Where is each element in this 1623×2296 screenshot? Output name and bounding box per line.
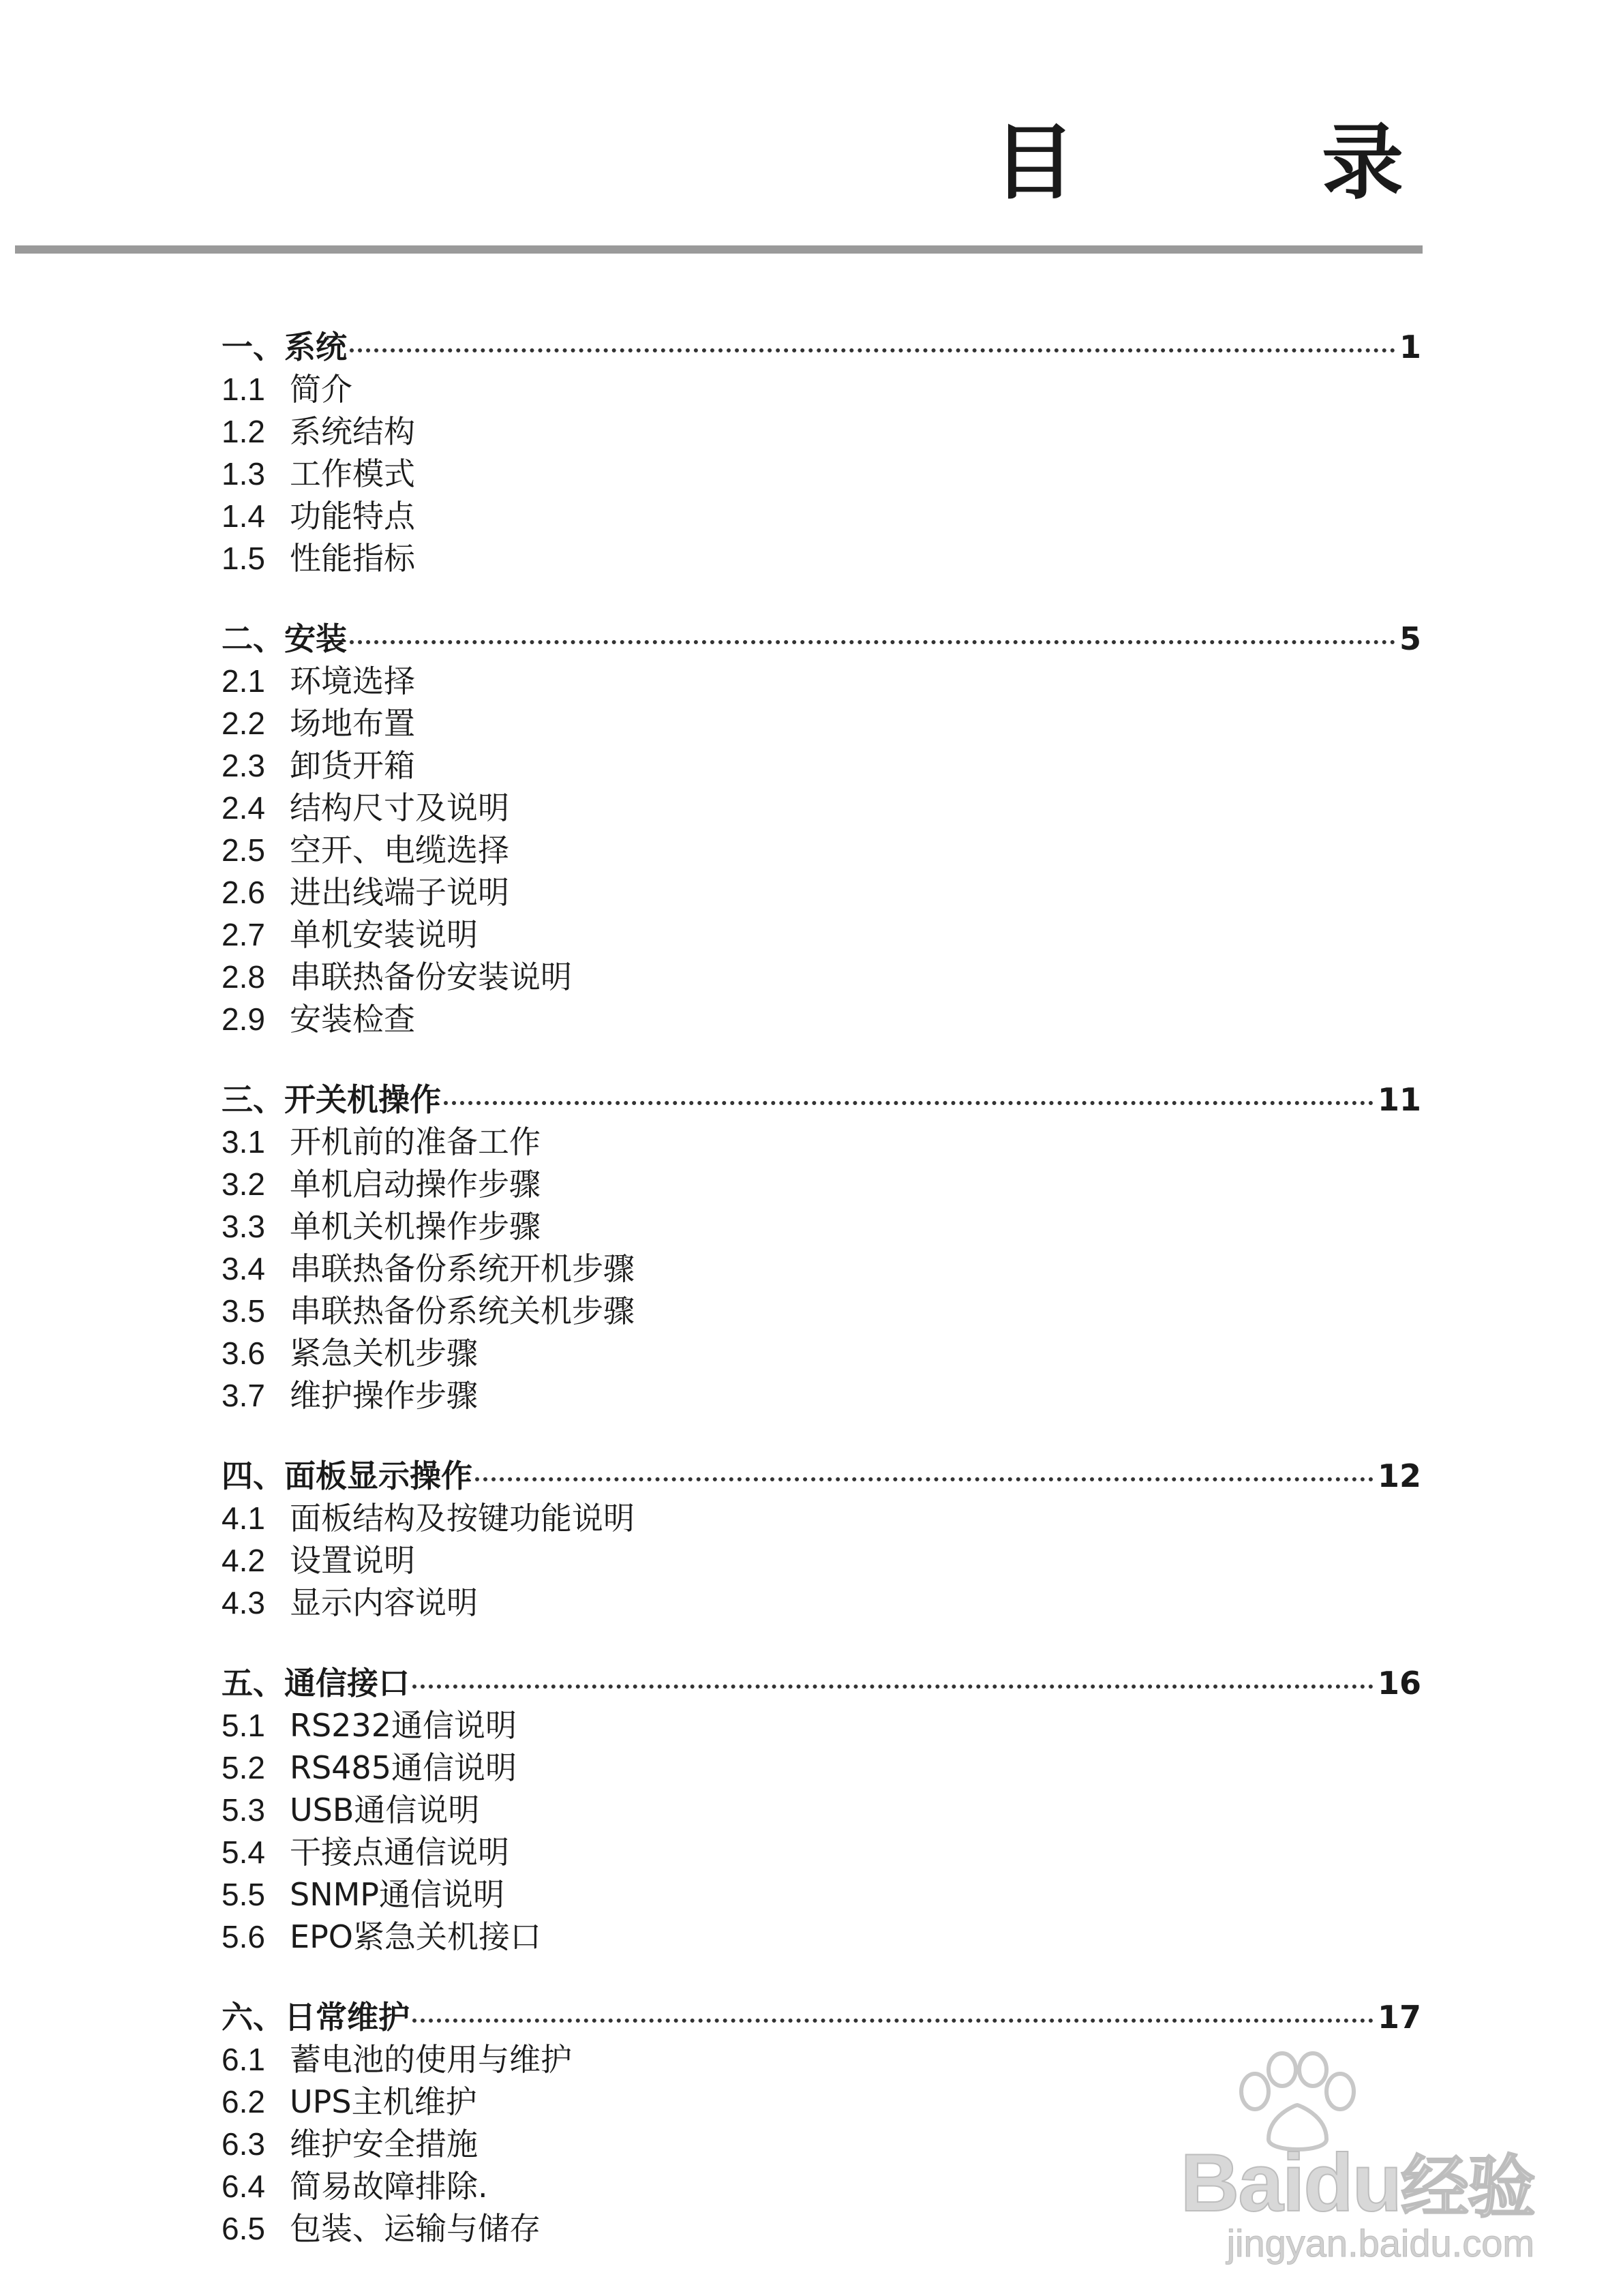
toc-entry-label: 卸货开箱 [290, 747, 415, 784]
watermark-brand [1181, 2132, 1534, 2231]
toc-entry[interactable] [222, 1582, 1421, 1624]
toc-entry-number: 1.5 [222, 541, 265, 576]
toc-heading[interactable] [222, 618, 1421, 660]
toc-entry-number: 4.1 [222, 1500, 265, 1536]
toc-entry-label: 包装、运输与储存 [290, 2210, 541, 2247]
toc-entry-number: 3.1 [222, 1124, 265, 1160]
toc-entry-label: 工作模式 [290, 455, 415, 492]
watermark-brand-cn: 经验 [1401, 2149, 1534, 2226]
toc-entry-label: 空开、电缆选择 [290, 832, 509, 868]
toc-heading-title: 六、日常维护 [222, 1999, 410, 2036]
toc-entry-label: 系统结构 [290, 413, 415, 450]
toc-section [222, 1662, 1421, 1958]
toc-dot-leader [350, 640, 1395, 644]
toc-entry-label: 面板结构及按键功能说明 [290, 1500, 635, 1537]
watermark-site: jingyan.baidu.com [1226, 2222, 1534, 2265]
toc-heading-title: 三、开关机操作 [222, 1081, 441, 1118]
toc-page-number: 16 [1377, 1665, 1421, 1702]
toc-entry[interactable] [222, 1789, 1421, 1831]
toc-entry-number: 5.1 [222, 1708, 265, 1743]
toc-entry-number: 4.2 [222, 1543, 265, 1578]
toc-entry[interactable] [222, 537, 1421, 579]
toc-entry[interactable] [222, 1163, 1421, 1205]
toc-heading-title: 五、通信接口 [222, 1665, 410, 1702]
toc-entry-number: 2.4 [222, 790, 265, 826]
toc-entry[interactable] [222, 1332, 1421, 1374]
toc-entry-label: 紧急关机步骤 [290, 1335, 478, 1372]
toc-entry-number: 3.3 [222, 1209, 265, 1244]
toc-entry-label: 性能指标 [290, 540, 415, 577]
baidu-jingyan-watermark [1180, 2051, 1534, 2265]
toc-page-number: 5 [1399, 620, 1421, 657]
toc-entry-number: 2.8 [222, 959, 265, 995]
toc-section [222, 1078, 1421, 1417]
toc-entry-number: 3.4 [222, 1251, 265, 1286]
toc-entry-number: 2.6 [222, 875, 265, 910]
toc-entry-number: 1.3 [222, 456, 265, 492]
toc-entry-number: 5.2 [222, 1750, 265, 1785]
toc-entry-number: 4.3 [222, 1585, 265, 1620]
toc-entry-label: 串联热备份系统关机步骤 [290, 1293, 635, 1329]
toc-heading-title: 二、安装 [222, 620, 347, 657]
toc-entry-number: 2.3 [222, 748, 265, 783]
toc-entry-label: 显示内容说明 [290, 1584, 478, 1621]
toc-entry-label: 干接点通信说明 [290, 1834, 509, 1871]
toc-dot-leader [444, 1101, 1374, 1105]
page-title: 目 录 [993, 116, 1513, 211]
toc-entry-number: 3.7 [222, 1378, 265, 1413]
toc-entry[interactable] [222, 1747, 1421, 1789]
toc-entry-label: SNMP通信说明 [290, 1876, 505, 1913]
toc-page-number: 12 [1377, 1457, 1421, 1494]
toc-entry-number: 5.6 [222, 1919, 265, 1954]
toc-entry-label: 单机关机操作步骤 [290, 1208, 541, 1245]
toc-entry[interactable] [222, 660, 1421, 702]
table-of-contents [222, 326, 1421, 2288]
toc-entry-label: 设置说明 [290, 1542, 415, 1579]
toc-entry[interactable] [222, 1916, 1421, 1958]
toc-section [222, 618, 1421, 1040]
toc-entry-number: 1.4 [222, 498, 265, 534]
toc-heading[interactable] [222, 1078, 1421, 1121]
toc-entry-number: 2.1 [222, 663, 265, 699]
toc-entry[interactable] [222, 998, 1421, 1040]
toc-dot-leader [412, 2019, 1374, 2023]
toc-entry-label: 结构尺寸及说明 [290, 789, 509, 826]
toc-entry-number: 2.5 [222, 832, 265, 868]
toc-heading[interactable] [222, 1662, 1421, 1704]
toc-entry-label: RS485通信说明 [290, 1749, 517, 1786]
toc-entry[interactable] [222, 1831, 1421, 1873]
toc-entry-number: 1.2 [222, 414, 265, 449]
toc-entry[interactable] [222, 871, 1421, 913]
toc-entry-label: UPS主机维护 [290, 2083, 477, 2120]
toc-entry-label: 简介 [290, 371, 352, 408]
toc-entry[interactable] [222, 495, 1421, 537]
toc-section [222, 326, 1421, 579]
toc-entry-number: 6.3 [222, 2126, 265, 2162]
toc-heading-title: 一、系统 [222, 329, 347, 365]
toc-entry[interactable] [222, 453, 1421, 495]
toc-entry[interactable] [222, 829, 1421, 871]
toc-entry-label: 单机安装说明 [290, 916, 478, 953]
toc-entry[interactable] [222, 913, 1421, 956]
toc-entry-label: 环境选择 [290, 663, 415, 699]
toc-entry-number: 3.5 [222, 1293, 265, 1329]
toc-entry-label: 串联热备份安装说明 [290, 958, 572, 995]
toc-heading-title: 四、面板显示操作 [222, 1457, 472, 1494]
title-divider [15, 245, 1423, 254]
toc-page-number: 17 [1377, 1999, 1421, 2036]
toc-entry-label: 单机启动操作步骤 [290, 1166, 541, 1203]
toc-entry[interactable] [222, 1873, 1421, 1916]
toc-entry[interactable] [222, 1704, 1421, 1747]
toc-entry[interactable] [222, 744, 1421, 787]
toc-entry-label: 场地布置 [290, 705, 415, 742]
toc-heading[interactable] [222, 326, 1421, 368]
toc-entry[interactable] [222, 1497, 1421, 1539]
toc-entry[interactable] [222, 787, 1421, 829]
toc-entry[interactable] [222, 1374, 1421, 1417]
toc-dot-leader [475, 1477, 1374, 1481]
toc-entry-label: 功能特点 [290, 498, 415, 534]
toc-entry-label: 安装检查 [290, 1001, 415, 1038]
toc-page-number: 11 [1377, 1081, 1421, 1118]
toc-section [222, 1455, 1421, 1624]
toc-heading[interactable] [222, 1996, 1421, 2038]
watermark-brand-du: du [1303, 2137, 1401, 2229]
toc-heading[interactable] [222, 1455, 1421, 1497]
toc-entry-number: 3.2 [222, 1166, 265, 1202]
toc-entry[interactable] [222, 368, 1421, 410]
toc-entry-label: 串联热备份系统开机步骤 [290, 1250, 635, 1287]
toc-page-number: 1 [1399, 329, 1421, 365]
toc-entry-label: 简易故障排除. [290, 2168, 488, 2205]
toc-entry-number: 1.1 [222, 372, 265, 407]
toc-entry-label: 进出线端子说明 [290, 874, 509, 911]
toc-entry-number: 6.4 [222, 2169, 265, 2204]
toc-entry-number: 6.1 [222, 2042, 265, 2077]
toc-entry[interactable] [222, 1205, 1421, 1248]
toc-entry[interactable] [222, 1290, 1421, 1332]
toc-entry-number: 6.5 [222, 2211, 265, 2246]
toc-entry-label: 开机前的准备工作 [290, 1123, 541, 1160]
toc-entry-number: 2.7 [222, 917, 265, 952]
toc-entry[interactable] [222, 956, 1421, 998]
toc-entry-number: 3.6 [222, 1335, 265, 1371]
toc-entry[interactable] [222, 410, 1421, 453]
toc-entry-label: 维护操作步骤 [290, 1377, 478, 1414]
toc-entry[interactable] [222, 1121, 1421, 1163]
toc-entry[interactable] [222, 1248, 1421, 1290]
toc-entry-label: 维护安全措施 [290, 2126, 478, 2162]
toc-dot-leader [412, 1685, 1374, 1689]
toc-entry-label: EPO紧急关机接口 [290, 1918, 542, 1955]
watermark-brand-latin: Bai [1180, 2137, 1304, 2229]
toc-entry-number: 2.9 [222, 1001, 265, 1037]
toc-entry[interactable] [222, 702, 1421, 744]
toc-entry-label: RS232通信说明 [290, 1707, 517, 1744]
toc-entry-number: 5.5 [222, 1877, 265, 1912]
toc-entry-label: USB通信说明 [290, 1792, 480, 1828]
toc-entry[interactable] [222, 1539, 1421, 1582]
toc-entry-label: 蓄电池的使用与维护 [290, 2041, 572, 2078]
toc-dot-leader [350, 348, 1395, 352]
toc-entry-number: 5.4 [222, 1834, 265, 1870]
toc-entry-number: 2.2 [222, 706, 265, 741]
toc-entry-number: 6.2 [222, 2084, 265, 2119]
toc-entry-number: 5.3 [222, 1792, 265, 1828]
